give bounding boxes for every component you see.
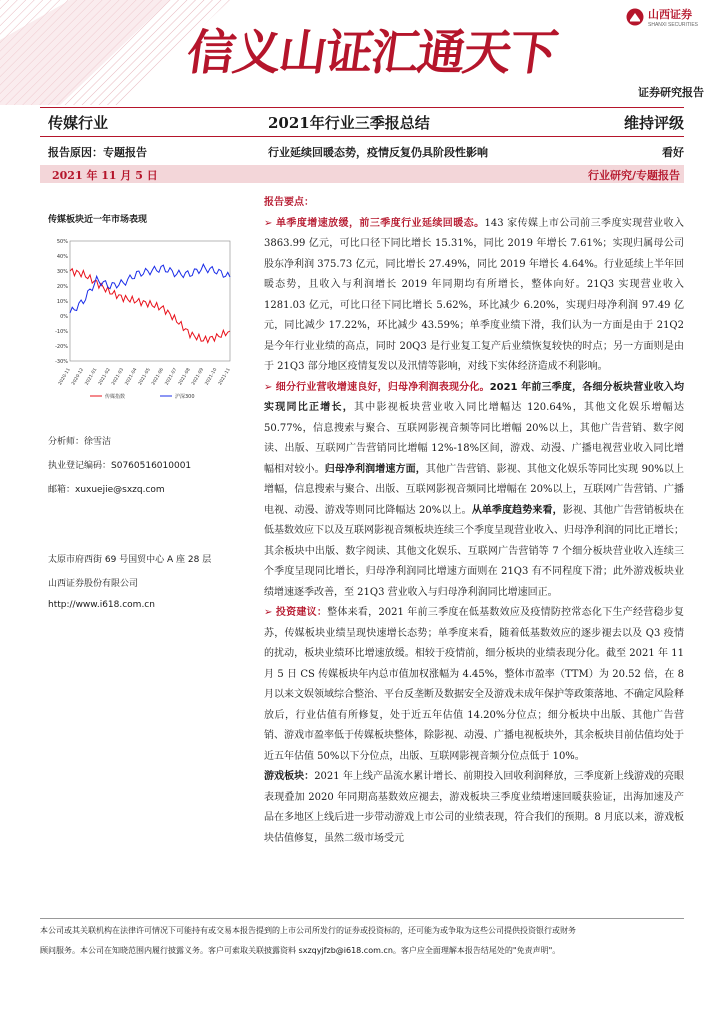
company-address: 太原市府西街 69 号国贸中心 A 座 28 层 (48, 555, 212, 565)
legend-label: 沪深300 (175, 394, 195, 400)
y-tick-label: 50% (56, 239, 68, 245)
y-tick-label: 20% (56, 284, 68, 290)
section-label: 报告要点： (264, 197, 314, 208)
report-title: 2021年行业三季报总结 (268, 114, 430, 132)
arrow-icon: ➢ (264, 607, 273, 618)
report-category: 行业研究/专题报告 (587, 169, 680, 182)
y-tick-label: -20% (55, 344, 68, 350)
paragraph-2-text-3: 影视、其他广告营销板块在低基数效应下以及互联网影视音频板块连续三个季度呈现营业收入、归母净利润的同比正增长；其余板块中出版、数字阅读、其他文化娱乐、互联网广告营销等 7 个细分板块营业收入连续三个季度呈现同比增长，归母净利润同比增速方面则在 21Q3 有不同程度下滑；此外游戏板块业绩增速逐季改善，至 21Q3 营业收入与归母净利润同比增速回正。 (264, 504, 685, 598)
paragraph-1-heading: 单季度增速放缓，前三季度行业延续回暖态。 (276, 217, 485, 229)
analyst-email[interactable]: 邮箱：xuxuejie@sxzq.com (48, 485, 165, 495)
x-tick-label: 2021-05 (137, 367, 152, 387)
paragraph-1 (264, 214, 684, 378)
x-tick-label: 2021-04 (124, 367, 139, 387)
y-tick-label: 40% (56, 254, 68, 260)
company-name: 山西证券股份有限公司 (48, 579, 139, 589)
market-performance-chart (48, 233, 238, 403)
paragraph-2-heading: 细分行业营收增速良好，归母净利润表现分化。 (275, 381, 490, 393)
paragraph-2-text-2: 其他广告营销、影视、其他文化娱乐等同比实现 90%以上增幅，信息搜索与聚合、出版、互联网影视音频同比增幅在 20%以上，互联网广告营销、广播电视、动漫、游戏等则同比降幅达 20%以上。 (264, 463, 685, 516)
x-tick-label: 2021-07 (164, 367, 179, 387)
company-website[interactable]: http://www.i618.com.cn (48, 600, 155, 610)
y-tick-label: 0% (60, 314, 68, 320)
company-logo (626, 6, 698, 28)
paragraph-2-bold-2: 归母净利润增速方面， (324, 463, 426, 475)
x-tick-label: 2021-10 (204, 367, 219, 387)
paragraph-2-bold-1: 2021 年前三季度，各细分板块营业收入均实现同比正增长， (264, 381, 684, 413)
paragraph-3 (264, 603, 684, 767)
top-banner (0, 0, 724, 105)
arrow-icon: ➢ (264, 217, 273, 229)
paragraph-4-body: 2021 年上线产品流水累计增长、前期投入回收利润释放，三季度新上线游戏的亮眼表现叠加 2020 年同期高基数效应褪去，游戏板块三季度业绩增速回暖获验证，出海加速及产品在多地区上线后进一步带动游戏上市公司的业绩表现，符合我们的预期。8 月底以来，游戏板块估值修复，虽然二级市场受元 (264, 771, 685, 844)
rating-value: 看好 (662, 146, 684, 159)
paragraph-3-body: 整体来看，2021 年前三季度在低基数效应及疫情防控常态化下生产经营稳步复苏，传媒板块业绩呈现快速增长态势；单季度来看，随着低基数效应的逐步褪去以及 Q3 疫情的扰动，板块业绩环比增速放缓。相较于疫情前，细分板块的业绩表现分化。截至 2021 年 11 月 5 日 CS 传媒板块年内总市值加权涨幅为 4.45%，整体市盈率（TTM）为 20.52 倍，在 8 月以来文娱领域综合整治、平台反垄断及数据安全及游戏未成年保护等政策落地、不确定风险释放后，行业估值有所修复，处于近五年估值 14.20%分位点；细分板块中出版、其他广告营销、游戏市盈率低于传媒板块整体，除影视、动漫、广播电视板块外，其余板块目前估值均处于近五年估值 50%以下分位点，出版、互联网影视音频分位点低于 10%。 (264, 607, 684, 762)
y-tick-label: 30% (56, 269, 68, 275)
x-tick-label: 2021-02 (97, 367, 112, 387)
chart-title: 传媒板块近一年市场表现 (48, 215, 148, 225)
paragraph-4 (264, 767, 684, 849)
header-divider-2 (40, 136, 684, 137)
paragraph-2-bold-3: 从单季度趋势来看， (471, 504, 563, 516)
x-tick-label: 2021-03 (111, 367, 126, 387)
rating-label: 维持评级 (623, 114, 684, 132)
y-tick-label: 10% (56, 299, 68, 305)
industry-label: 传媒行业 (48, 114, 109, 132)
document-type: 证券研究报告 (638, 86, 704, 99)
x-tick-label: 2021-01 (84, 367, 99, 387)
report-reason: 报告原因：专题报告 (48, 146, 147, 159)
analyst-name: 分析师：徐雪洁 (48, 437, 112, 447)
paragraph-3-heading: 投资建议： (275, 607, 328, 618)
report-body (264, 193, 684, 849)
logo-mark-icon (626, 8, 644, 26)
legend-label: 传媒指数 (105, 394, 126, 400)
y-tick-label: -30% (55, 359, 68, 365)
x-tick-label: 2021-06 (151, 367, 166, 387)
report-date: 2021 年 11 月 5 日 (52, 169, 158, 182)
paragraph-2-text-1: 其中影视板块营业收入同比增幅达 120.64%，其他文化娱乐增幅达 50.77%，信息搜索与聚合、互联网影视音频等同比增幅 20%以上，其他广告营销、数字阅读、出版、互联网广告营销同比增幅 12%-18%区间，游戏、动漫、广播电视营业收入同比增幅相对较小。 (264, 402, 685, 475)
x-tick-label: 2021-11 (217, 367, 232, 387)
sidebar (48, 212, 248, 407)
disclaimer-footer (40, 918, 684, 961)
logo-en: SHANXI SECURITIES (648, 22, 699, 28)
report-subtitle: 行业延续回暖态势，疫情反复仍具阶段性影响 (268, 146, 488, 159)
registration-number: 执业登记编码：S0760516010001 (48, 461, 192, 471)
x-tick-label: 2020-12 (71, 367, 86, 387)
arrow-icon: ➢ (264, 381, 273, 393)
x-tick-label: 2021-09 (191, 367, 206, 387)
disclaimer-line-2: 顾问服务。本公司在知晓范围内履行披露义务。客户可索取关联披露资料 sxzqyjfzb@i618.com.cn。客户应全面理解本报告结尾处的"免责声明"。 (40, 946, 561, 955)
paragraph-4-heading: 游戏板块： (264, 771, 315, 782)
paragraph-1-body: 143 家传媒上市公司前三季度实现营业收入 3863.99 亿元，可比口径下同比增长 15.31%，同比 2019 年增长 7.61%；实现归属母公司股东净利润 375.73 亿元，同比增长 27.49%，同比 2019 年增长 4.64%。行业延续上半年回暖态势，且收入与利润增长 2019 年同期均有所增长，整体向好。21Q3 实现营业收入 1281.03 亿元，可比口径下同比增长 5.62%，环比减少 6.20%，实现归母净利润 97.49 亿元，同比减少 17.22%，环比减少 43.59%；单季度业绩下滑，我们认为一方面是由于 21Q2 是今年行业业绩的高点，同时 20Q3 是行业复工复产后业绩恢复较快的时点；另一方面则是由于 21Q3 部分地区疫情复发以及汛情等影响，对线下实体经济造成不利影响。 (264, 217, 685, 372)
x-tick-label: 2021-08 (177, 367, 192, 387)
paragraph-2 (264, 378, 684, 604)
banner-slogan: 信义山证汇通天下 (183, 25, 560, 81)
logo-cn: 山西证券 (648, 8, 692, 21)
series-line-1 (70, 269, 230, 343)
x-tick-label: 2020-11 (57, 367, 72, 387)
header-divider (40, 107, 684, 108)
y-tick-label: -10% (55, 329, 68, 335)
disclaimer-line-1: 本公司或其关联机构在法律许可情况下可能持有或交易本报告提到的上市公司所发行的证券或投资标的，还可能为或争取为这些公司提供投资银行或财务 (40, 926, 576, 935)
series-line-2 (70, 264, 230, 313)
